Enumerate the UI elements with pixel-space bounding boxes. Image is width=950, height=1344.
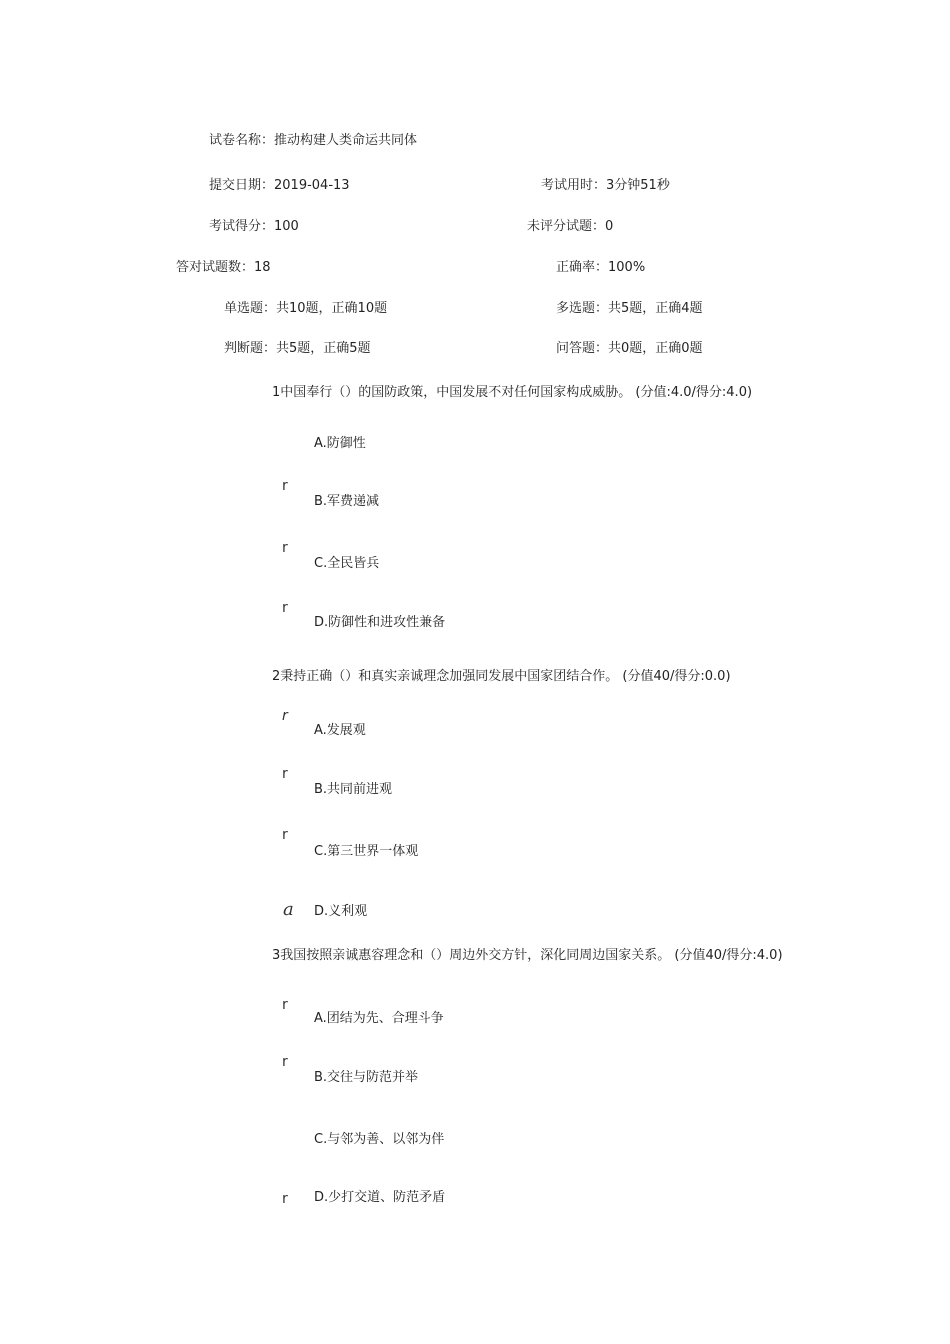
radio-marker-icon[interactable]: r — [282, 540, 288, 556]
question-3-option-b[interactable]: B.交往与防范并举 — [314, 1070, 419, 1085]
radio-marker-icon[interactable]: r — [282, 478, 288, 494]
question-2-option-b[interactable]: B.共同前进观 — [314, 782, 393, 797]
radio-selected-icon[interactable]: a — [283, 899, 294, 920]
paper-name: 试卷名称：推动构建人类命运共同体 — [209, 133, 418, 148]
question-2-option-d[interactable]: D.义利观 — [314, 904, 368, 919]
question-2-option-c[interactable]: C.第三世界一体观 — [314, 844, 419, 859]
accuracy-rate: 正确率：100% — [556, 260, 646, 275]
radio-marker-icon[interactable]: r — [282, 766, 288, 782]
question-3-option-c[interactable]: C.与邻为善、以邻为伴 — [314, 1132, 445, 1147]
radio-marker-icon[interactable]: r — [282, 1054, 288, 1070]
question-1-option-a[interactable]: A.防御性 — [314, 436, 366, 451]
radio-marker-icon[interactable]: r — [282, 1191, 288, 1207]
single-choice-stats: 单选题：共10题，正确10题 — [224, 301, 388, 316]
true-false-stats: 判断题：共5题，正确5题 — [224, 341, 371, 356]
radio-marker-icon[interactable]: r — [282, 708, 288, 724]
radio-marker-icon[interactable]: r — [282, 827, 288, 843]
exam-score: 考试得分：100 — [209, 219, 299, 234]
correct-count: 答对试题数：18 — [176, 260, 271, 275]
question-1-text: 1中国奉行（）的国防政策，中国发展不对任何国家构成威胁。 (分值:4.0/得分:4.0) — [272, 385, 753, 400]
submit-date: 提交日期：2019-04-13 — [209, 178, 350, 193]
unscored-count: 未评分试题：0 — [527, 219, 614, 234]
radio-marker-icon[interactable]: r — [282, 997, 288, 1013]
question-1-option-d[interactable]: D.防御性和进攻性兼备 — [314, 615, 446, 630]
question-3-option-a[interactable]: A.团结为先、合理斗争 — [314, 1011, 444, 1026]
radio-marker-icon[interactable]: r — [282, 600, 288, 616]
question-1-option-b[interactable]: B.军费递减 — [314, 494, 380, 509]
question-1-option-c[interactable]: C.全民皆兵 — [314, 556, 380, 571]
multi-choice-stats: 多选题：共5题，正确4题 — [556, 301, 703, 316]
time-used: 考试用时：3分钟51秒 — [541, 178, 670, 193]
question-2-option-a[interactable]: A.发展观 — [314, 723, 366, 738]
question-3-text: 3我国按照亲诚惠容理念和（）周边外交方针，深化同周边国家关系。 (分值40/得分:4.0) — [272, 948, 783, 963]
question-3-option-d[interactable]: D.少打交道、防范矛盾 — [314, 1190, 446, 1205]
qa-stats: 问答题：共0题，正确0题 — [556, 341, 703, 356]
question-2-text: 2秉持正确（）和真实亲诚理念加强同发展中国家团结合作。 (分值40/得分:0.0) — [272, 669, 731, 684]
